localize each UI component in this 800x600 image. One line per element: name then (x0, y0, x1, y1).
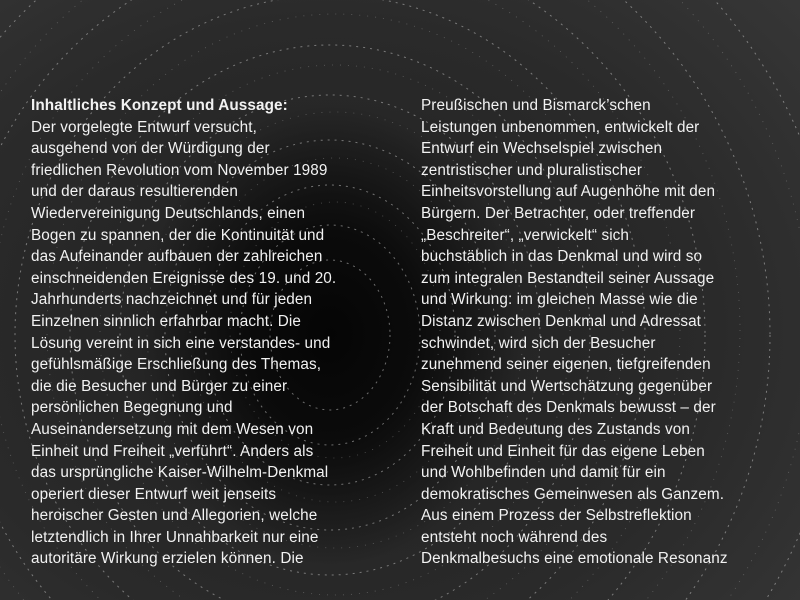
text-line: das Aufeinander aufbauen der zahlreichen (31, 248, 323, 266)
text-line: friedlichen Revolution vom November 1989 (31, 161, 328, 179)
text-line: zentristischer und pluralistischer (421, 161, 643, 179)
text-line: die die Besucher und Bürger zu einer (31, 377, 288, 395)
text-line: das ursprüngliche Kaiser-Wilhelm-Denkmal (31, 464, 329, 482)
text-line: Aus einem Prozess der Selbstreflektion (421, 507, 692, 525)
text-line: ausgehend von der Würdigung der (31, 140, 270, 158)
text-line: buchstäblich in das Denkmal und wird so (421, 248, 703, 266)
text-line: Distanz zwischen Denkmal und Adressat (421, 312, 702, 330)
text-line: Einzelnen sinnlich erfahrbar macht. Die (31, 312, 302, 330)
text-line: gefühlsmäßige Erschließung des Themas, (31, 356, 322, 374)
text-line: und der daraus resultierenden (31, 183, 238, 201)
text-line: der Botschaft des Denkmals bewusst – der (421, 399, 716, 417)
text-line: heroischer Gesten und Allegorien, welche (31, 507, 318, 525)
left-text-column (31, 95, 336, 570)
text-line: persönlichen Begegnung und (31, 399, 233, 417)
right-text-column (421, 95, 728, 570)
text-line: Auseinandersetzung mit dem Wesen von (31, 420, 314, 438)
text-line: zunehmend seiner eigenen, tiefgreifenden (421, 356, 711, 374)
text-line: einschneidenden Ereignisse des 19. und 20. (31, 269, 337, 287)
text-line: Der vorgelegte Entwurf versucht, (31, 118, 257, 136)
text-line: Preußischen und Bismarck’schen (421, 97, 651, 114)
text-line: entsteht noch während des (421, 528, 608, 546)
text-line: und Wirkung: im gleichen Masse wie die (421, 291, 698, 309)
text-line: Entwurf ein Wechselspiel zwischen (421, 140, 663, 158)
text-line: Bogen zu spannen, der die Kontinuität und (31, 226, 325, 244)
text-line: Bürgern. Der Betrachter, oder treffender (421, 204, 696, 222)
text-line: Sensibilität und Wertschätzung gegenüber (421, 377, 713, 395)
text-line: autoritäre Wirkung erzielen können. Die (31, 550, 304, 568)
text-line: Wiedervereinigung Deutschlands, einen (31, 204, 306, 222)
text-line: Einheit und Freiheit „verführt“. Anders als (31, 442, 314, 460)
text-line: Freiheit und Einheit für das eigene Leben (421, 442, 705, 460)
text-line: Denkmalbesuchs eine emotionale Resonanz (421, 550, 728, 568)
text-line: zum integralen Bestandteil seiner Aussage (421, 269, 715, 287)
text-line: schwindet, wird sich der Besucher (421, 334, 656, 352)
text-line: Lösung vereint in sich eine verstandes- und (31, 334, 331, 352)
text-line: letztendlich in Ihrer Unnahbarkeit nur eine (31, 528, 319, 546)
text-line: Einheitsvorstellung auf Augenhöhe mit den (421, 183, 716, 201)
text-line: und Wohlbefinden und damit für ein (421, 464, 666, 482)
text-line: Kraft und Bedeutung des Zustands von (421, 420, 690, 438)
text-line: „Beschreiter“, „verwickelt“ sich (421, 226, 630, 244)
text-line: Leistungen unbenommen, entwickelt der (421, 118, 700, 136)
text-line: Jahrhunderts nachzeichnet und für jeden (31, 291, 313, 309)
text-line: demokratisches Gemeinwesen als Ganzem. (421, 485, 725, 503)
text-line: operiert dieser Entwurf weit jenseits (31, 485, 277, 503)
section-heading: Inhaltliches Konzept und Aussage: (31, 97, 288, 114)
